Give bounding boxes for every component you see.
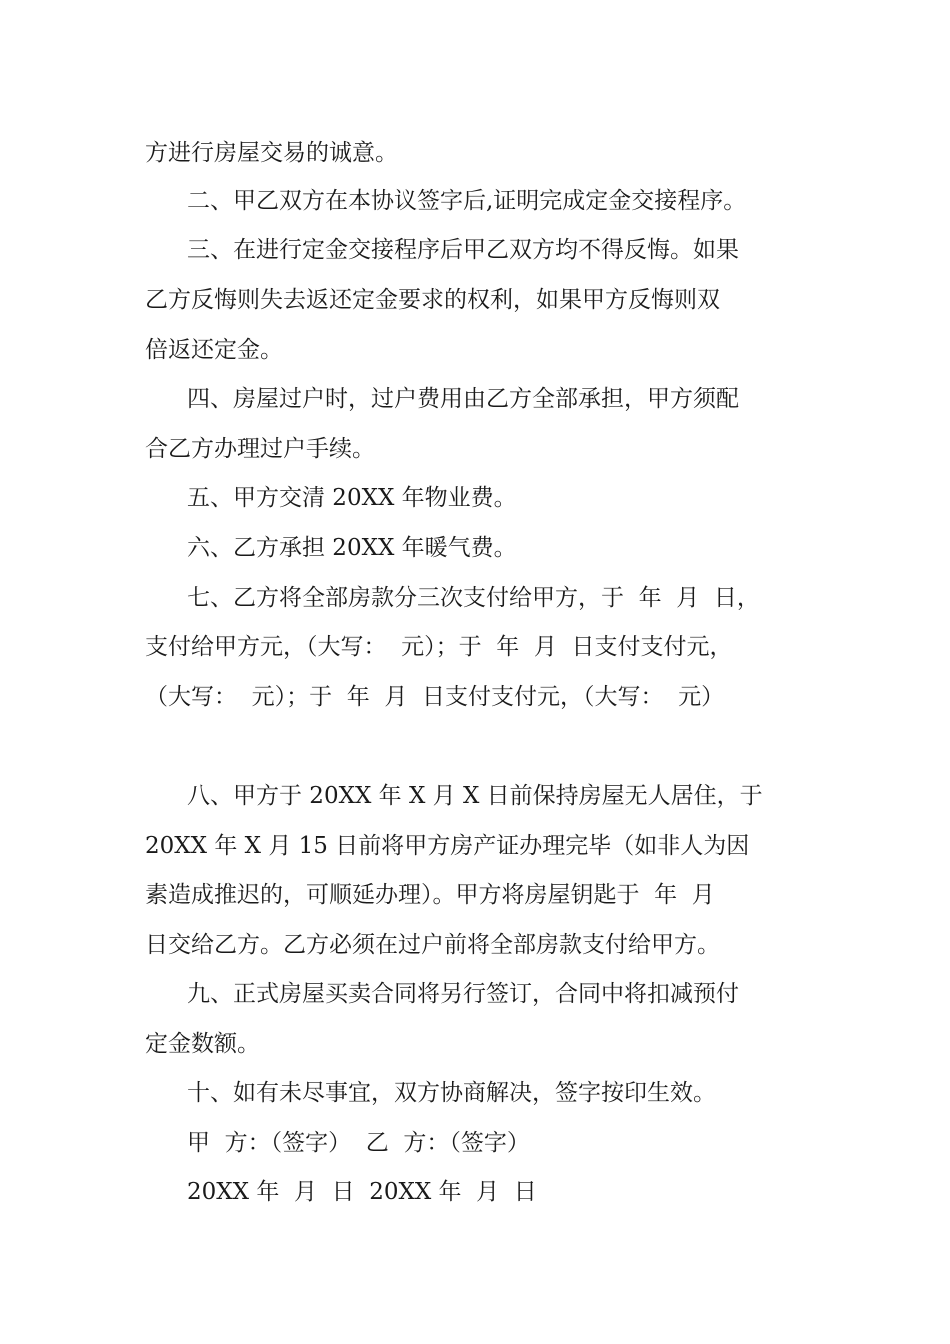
text-line: 三、在进行定金交接程序后甲乙双方均不得反悔。如果 — [187, 237, 739, 263]
text-line: 乙方反悔则失去返还定金要求的权利，如果甲方反悔则双 — [145, 287, 720, 313]
text-line: 日交给乙方。乙方必须在过户前将全部房款支付给甲方。 — [145, 932, 720, 958]
text-line: 九、正式房屋买卖合同将另行签订，合同中将扣减预付 — [187, 981, 739, 1007]
text-line: 七、乙方将全部房款分三次支付给甲方，于 年 月 日， — [187, 585, 760, 611]
text-line: 素造成推迟的，可顺延办理）。甲方将房屋钥匙于 年 月 — [145, 882, 715, 908]
text-line: 二、甲乙双方在本协议签字后,证明完成定金交接程序。 — [187, 188, 747, 214]
text-line: 倍返还定金。 — [145, 337, 283, 363]
signature-line: 甲 方：（签字） 乙 方：（签字） — [187, 1130, 530, 1156]
text-line: 方进行房屋交易的诚意。 — [145, 140, 398, 166]
text-line: 八、甲方于 20XX 年 X 月 X 日前保持房屋无人居住，于 — [187, 783, 763, 809]
text-line: 五、甲方交清 20XX 年物业费。 — [187, 485, 517, 511]
date-line: 20XX 年 月 日 20XX 年 月 日 — [187, 1179, 537, 1205]
text-line: 十、如有未尽事宜，双方协商解决，签字按印生效。 — [187, 1080, 716, 1106]
text-line: 四、房屋过户时，过户费用由乙方全部承担，甲方须配 — [187, 386, 739, 412]
text-line: 合乙方办理过户手续。 — [145, 436, 375, 462]
text-line: 定金数额。 — [145, 1031, 260, 1057]
text-line: （大写： 元）；于 年 月 日支付支付元，（大写： 元） — [145, 684, 725, 710]
text-line: 支付给甲方元，（大写： 元）；于 年 月 日支付支付元， — [145, 634, 733, 660]
text-line: 20XX 年 X 月 15 日前将甲方房产证办理完毕（如非人为因 — [145, 833, 750, 859]
text-line: 六、乙方承担 20XX 年暖气费。 — [187, 535, 517, 561]
